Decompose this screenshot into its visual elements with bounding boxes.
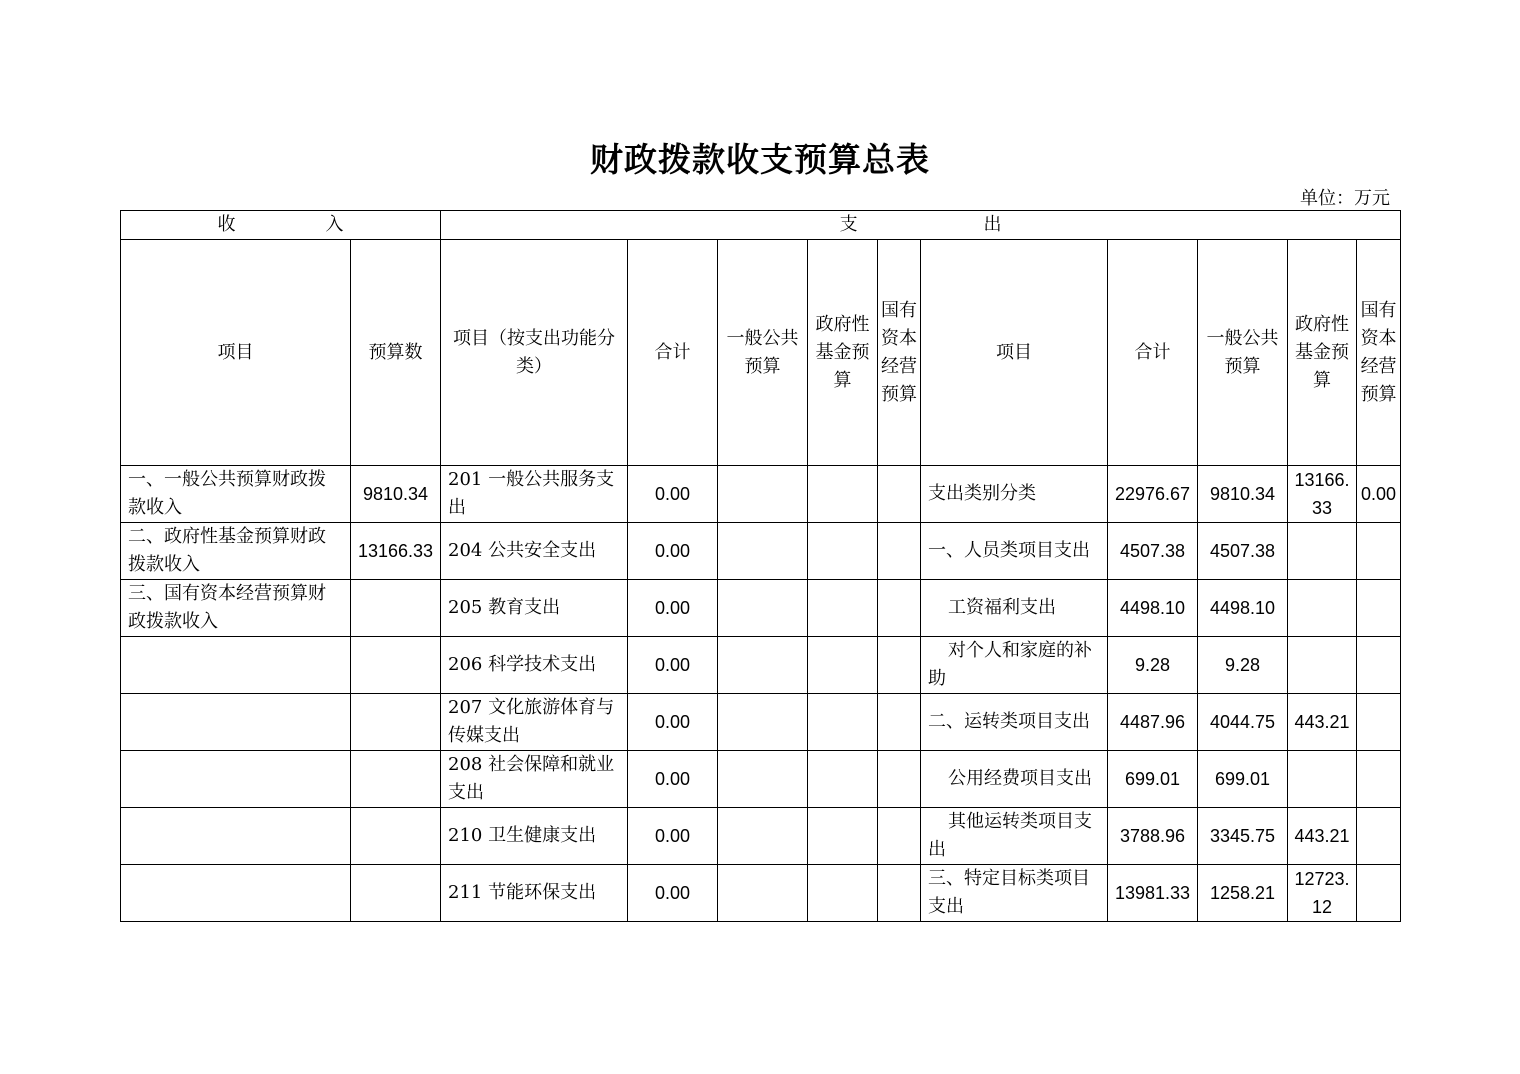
col-header-general: 一般公共预算	[718, 240, 808, 466]
col-header-econ-item: 项目	[921, 240, 1108, 466]
econ-general-cell: 9.28	[1198, 637, 1288, 694]
econ-item-cell: 公用经费项目支出	[921, 751, 1108, 808]
func-general-cell	[718, 523, 808, 580]
econ-item-cell: 对个人和家庭的补助	[921, 637, 1108, 694]
income-item-cell	[121, 751, 351, 808]
econ-gov-fund-cell	[1288, 580, 1357, 637]
col-header-general-2: 一般公共预算	[1198, 240, 1288, 466]
econ-state-capital-cell	[1357, 751, 1401, 808]
econ-state-capital-cell	[1357, 580, 1401, 637]
func-total-cell: 0.00	[628, 751, 718, 808]
income-item-cell	[121, 808, 351, 865]
func-total-cell: 0.00	[628, 694, 718, 751]
table-row	[121, 751, 1401, 808]
func-item-cell: 207 文化旅游体育与传媒支出	[441, 694, 628, 751]
income-amount-cell	[351, 637, 441, 694]
econ-general-cell: 3345.75	[1198, 808, 1288, 865]
income-group-header: 收 入	[121, 211, 441, 240]
econ-gov-fund-cell: 443.21	[1288, 694, 1357, 751]
econ-item-cell: 二、运转类项目支出	[921, 694, 1108, 751]
income-amount-cell	[351, 865, 441, 922]
unit-label: 单位：万元	[1300, 188, 1390, 209]
func-gov-fund-cell	[808, 523, 878, 580]
econ-total-cell: 4498.10	[1108, 580, 1198, 637]
income-amount-cell	[351, 694, 441, 751]
econ-general-cell: 4507.38	[1198, 523, 1288, 580]
econ-total-cell: 22976.67	[1108, 466, 1198, 523]
econ-gov-fund-cell	[1288, 637, 1357, 694]
func-gov-fund-cell	[808, 580, 878, 637]
table-row	[121, 580, 1401, 637]
econ-general-cell: 4044.75	[1198, 694, 1288, 751]
func-gov-fund-cell	[808, 694, 878, 751]
func-total-cell: 0.00	[628, 808, 718, 865]
econ-general-cell: 699.01	[1198, 751, 1288, 808]
table-row	[121, 466, 1401, 523]
econ-total-cell: 3788.96	[1108, 808, 1198, 865]
func-item-cell: 204 公共安全支出	[441, 523, 628, 580]
econ-general-cell: 9810.34	[1198, 466, 1288, 523]
econ-item-cell: 工资福利支出	[921, 580, 1108, 637]
func-total-cell: 0.00	[628, 523, 718, 580]
econ-general-cell: 4498.10	[1198, 580, 1288, 637]
func-general-cell	[718, 865, 808, 922]
econ-total-cell: 13981.33	[1108, 865, 1198, 922]
income-item-cell: 三、国有资本经营预算财政拨款收入	[121, 580, 351, 637]
func-total-cell: 0.00	[628, 865, 718, 922]
func-general-cell	[718, 580, 808, 637]
table-row	[121, 637, 1401, 694]
col-header-gov-fund: 政府性基金预算	[808, 240, 878, 466]
func-item-cell: 210 卫生健康支出	[441, 808, 628, 865]
func-general-cell	[718, 751, 808, 808]
econ-general-cell: 1258.21	[1198, 865, 1288, 922]
income-item-cell: 一、一般公共预算财政拨款收入	[121, 466, 351, 523]
func-total-cell: 0.00	[628, 580, 718, 637]
func-total-cell: 0.00	[628, 466, 718, 523]
func-item-cell: 208 社会保障和就业支出	[441, 751, 628, 808]
income-amount-cell: 9810.34	[351, 466, 441, 523]
func-state-capital-cell	[878, 808, 921, 865]
func-state-capital-cell	[878, 580, 921, 637]
econ-item-cell: 一、人员类项目支出	[921, 523, 1108, 580]
econ-total-cell: 4487.96	[1108, 694, 1198, 751]
func-gov-fund-cell	[808, 637, 878, 694]
econ-gov-fund-cell: 443.21	[1288, 808, 1357, 865]
func-gov-fund-cell	[808, 751, 878, 808]
func-total-cell: 0.00	[628, 637, 718, 694]
func-state-capital-cell	[878, 865, 921, 922]
econ-total-cell: 9.28	[1108, 637, 1198, 694]
func-state-capital-cell	[878, 694, 921, 751]
func-general-cell	[718, 808, 808, 865]
expense-group-header: 支 出	[441, 211, 1401, 240]
econ-total-cell: 4507.38	[1108, 523, 1198, 580]
col-header-total-2: 合计	[1108, 240, 1198, 466]
econ-state-capital-cell	[1357, 637, 1401, 694]
func-gov-fund-cell	[808, 466, 878, 523]
table-row	[121, 865, 1401, 922]
col-header-state-capital-2: 国有资本经营预算	[1357, 240, 1401, 466]
budget-table	[120, 210, 1401, 922]
col-header-budget: 预算数	[351, 240, 441, 466]
table-row	[121, 808, 1401, 865]
income-item-cell	[121, 865, 351, 922]
col-header-total: 合计	[628, 240, 718, 466]
income-amount-cell	[351, 580, 441, 637]
econ-gov-fund-cell	[1288, 523, 1357, 580]
func-state-capital-cell	[878, 523, 921, 580]
econ-item-cell: 支出类别分类	[921, 466, 1108, 523]
col-header-gov-fund-2: 政府性基金预算	[1288, 240, 1357, 466]
econ-gov-fund-cell: 13166.33	[1288, 466, 1357, 523]
income-amount-cell	[351, 751, 441, 808]
econ-total-cell: 699.01	[1108, 751, 1198, 808]
col-header-state-capital: 国有资本经营预算	[878, 240, 921, 466]
income-item-cell	[121, 694, 351, 751]
econ-state-capital-cell: 0.00	[1357, 466, 1401, 523]
func-state-capital-cell	[878, 751, 921, 808]
func-item-cell: 211 节能环保支出	[441, 865, 628, 922]
income-item-cell: 二、政府性基金预算财政拨款收入	[121, 523, 351, 580]
func-state-capital-cell	[878, 466, 921, 523]
func-general-cell	[718, 694, 808, 751]
table-row	[121, 694, 1401, 751]
econ-state-capital-cell	[1357, 808, 1401, 865]
econ-gov-fund-cell	[1288, 751, 1357, 808]
income-amount-cell: 13166.33	[351, 523, 441, 580]
func-gov-fund-cell	[808, 808, 878, 865]
table-row	[121, 523, 1401, 580]
func-item-cell: 205 教育支出	[441, 580, 628, 637]
func-gov-fund-cell	[808, 865, 878, 922]
col-header-income-item: 项目	[121, 240, 351, 466]
func-state-capital-cell	[878, 637, 921, 694]
income-item-cell	[121, 637, 351, 694]
page-title: 财政拨款收支预算总表	[590, 140, 930, 179]
econ-state-capital-cell	[1357, 523, 1401, 580]
column-header-row	[121, 240, 1401, 466]
func-item-cell: 206 科学技术支出	[441, 637, 628, 694]
econ-state-capital-cell	[1357, 694, 1401, 751]
econ-state-capital-cell	[1357, 865, 1401, 922]
func-item-cell: 201 一般公共服务支出	[441, 466, 628, 523]
econ-item-cell: 其他运转类项目支出	[921, 808, 1108, 865]
econ-item-cell: 三、特定目标类项目支出	[921, 865, 1108, 922]
econ-gov-fund-cell: 12723.12	[1288, 865, 1357, 922]
col-header-func-item: 项目（按支出功能分类）	[441, 240, 628, 466]
income-amount-cell	[351, 808, 441, 865]
group-header-row	[121, 211, 1401, 240]
func-general-cell	[718, 637, 808, 694]
func-general-cell	[718, 466, 808, 523]
